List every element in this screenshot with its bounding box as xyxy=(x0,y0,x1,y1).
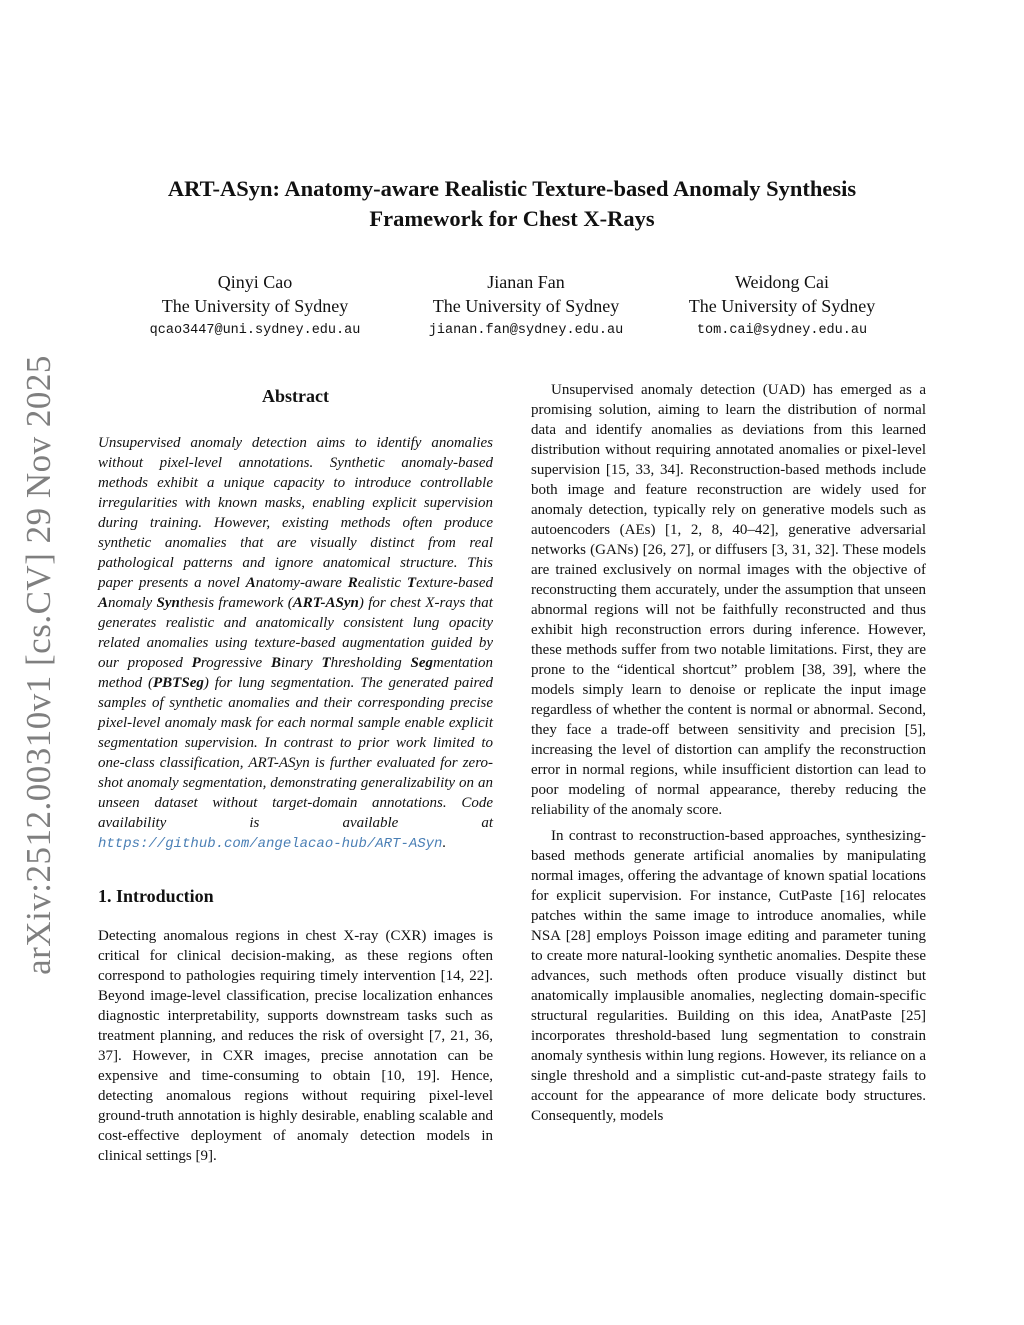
intro-paragraph-1: Detecting anomalous regions in chest X-ray (CXR) images is critical for clinical decision-making, as these regions often correspond to pathologies requiring timely intervention [14, 22]. Beyond image-level classification, precise localization enhances diagnostic interpretability, supports downstream tasks such as treatment planning, and reduces the risk of oversight [7, 21, 36, 37]. However, in CXR images, precise annotation can be expensive and time-consuming to obtain [10, 19]. Hence, detecting anomalous regions without requiring pixel-level ground-truth annotation is highly desirable, enabling scalable and cost-effective deployment of anomaly detection models in clinical settings [9]. xyxy=(98,928,493,1164)
abstract-text: Unsupervised anomaly detection aims to identify anomalies without pixel-level annotations. Synthetic anomaly-based methods exhibit a unique capacity to introduce controllable irregularities with known masks, enabling explicit supervision during training. However, existing methods often produce synthetic anomalies that are visually distinct from real pathological patterns and ignore anatomical structure. This paper presents a novel Anatomy-aware Realistic Texture-based Anomaly Synthesis framework (ART-ASyn) for chest X-rays that generates realistic and anatomically consistent lung opacity related anomalies using texture-based augmentation guided by our proposed Progressive Binary Thresholding Segmentation method (PBTSeg) for lung segmentation. The generated paired samples of synthetic anomalies and their corresponding precise pixel-level anomaly mask for each normal sample enable explicit segmentation supervision. In contrast to prior work limited to one-class classification, ART-ASyn is further evaluated for zero-shot anomaly segmentation, demonstrating generalizability on an unseen dataset without target-domain annotations. Code availability is available at https://github.com/angelacao-hub/ART-ASyn. xyxy=(98,435,493,852)
author-affiliation: The University of Sydney xyxy=(432,296,620,316)
author-block xyxy=(642,270,922,344)
author-email[interactable]: jianan.fan@sydney.edu.au xyxy=(428,323,624,338)
arxiv-identifier[interactable]: arXiv:2512.00310v1 [cs.CV] 29 Nov 2025 xyxy=(19,355,58,975)
right-column xyxy=(531,380,926,1126)
paper-title xyxy=(0,174,1024,234)
intro-paragraph-2: Unsupervised anomaly detection (UAD) has emerged as a promising solution, aiming to learn the distribution of normal data and identify anomalies as deviations from this learned distribution without requiring annotated anomalies or pixel-level supervision [15, 33, 34]. Reconstruction-based methods include both image and feature reconstruction are widely used for anomaly detection, typically rely on generative models such as autoencoders (AEs) [1, 2, 8, 40–42], generative adversarial networks (GANs) [26, 27], or diffusers [3, 31, 32]. These models are trained exclusively on normal images with the objective of reconstructing them accurately, under the assumption that unseen abnormal regions will not be faithfully reconstructed and thus exhibit high reconstruction errors during inference. However, these methods suffer from two notable limitations. First, they are prone to the “identical shortcut” problem [38, 39], where the models simply learn to denoise or replicate the input image regardless of whether the content is normal or abnormal. Second, they face a trade-off between sensitivity and precision [5], increasing the level of distortion can amplify the reconstruction error in normal regions, while insufficient distortion can lead to poor modeling of normal appearance, thereby reducing the reliability of the anomaly score. xyxy=(531,382,926,818)
author-affiliation: The University of Sydney xyxy=(161,296,349,316)
arxiv-sidebar-stamp xyxy=(8,355,70,975)
author-affiliation: The University of Sydney xyxy=(688,296,876,316)
author-name: Weidong Cai xyxy=(734,272,830,292)
section-heading-introduction: 1. Introduction xyxy=(98,886,214,906)
title-line-2: Framework for Chest X-Rays xyxy=(369,206,655,231)
title-line-1: ART-ASyn: Anatomy-aware Realistic Texture-based Anomaly Synthesis xyxy=(167,176,857,201)
code-repository-link[interactable]: https://github.com/angelacao-hub/ART-ASyn xyxy=(98,836,443,852)
author-block xyxy=(115,270,395,344)
author-email[interactable]: tom.cai@sydney.edu.au xyxy=(696,323,868,338)
intro-paragraph-3: In contrast to reconstruction-based approaches, synthesizing-based methods generate artificial anomalies by manipulating normal images, offering the advantage of known spatial locations for explicit supervision. For instance, CutPaste [16] relocates patches within the same image to introduce anomalies, while NSA [28] employs Poisson image editing and parameter tuning to create more natural-looking synthetic anomalies. Despite these advances, such methods often produce visually distinct but anatomically implausible anomalies, neglecting domain-specific structural regularities. Building on this idea, AnatPaste [25] incorporates threshold-based lung segmentation to constrain anomaly synthesis within lung regions. However, its reliance on a single threshold and a simplistic cut-and-paste strategy fails to account for the appearance of more delicate body structures. Consequently, models xyxy=(531,828,926,1124)
author-name: Jianan Fan xyxy=(487,272,565,292)
author-block xyxy=(386,270,666,344)
left-column xyxy=(98,380,493,1166)
abstract-heading: Abstract xyxy=(262,386,329,406)
author-name: Qinyi Cao xyxy=(217,272,293,292)
author-email[interactable]: qcao3447@uni.sydney.edu.au xyxy=(149,323,361,338)
